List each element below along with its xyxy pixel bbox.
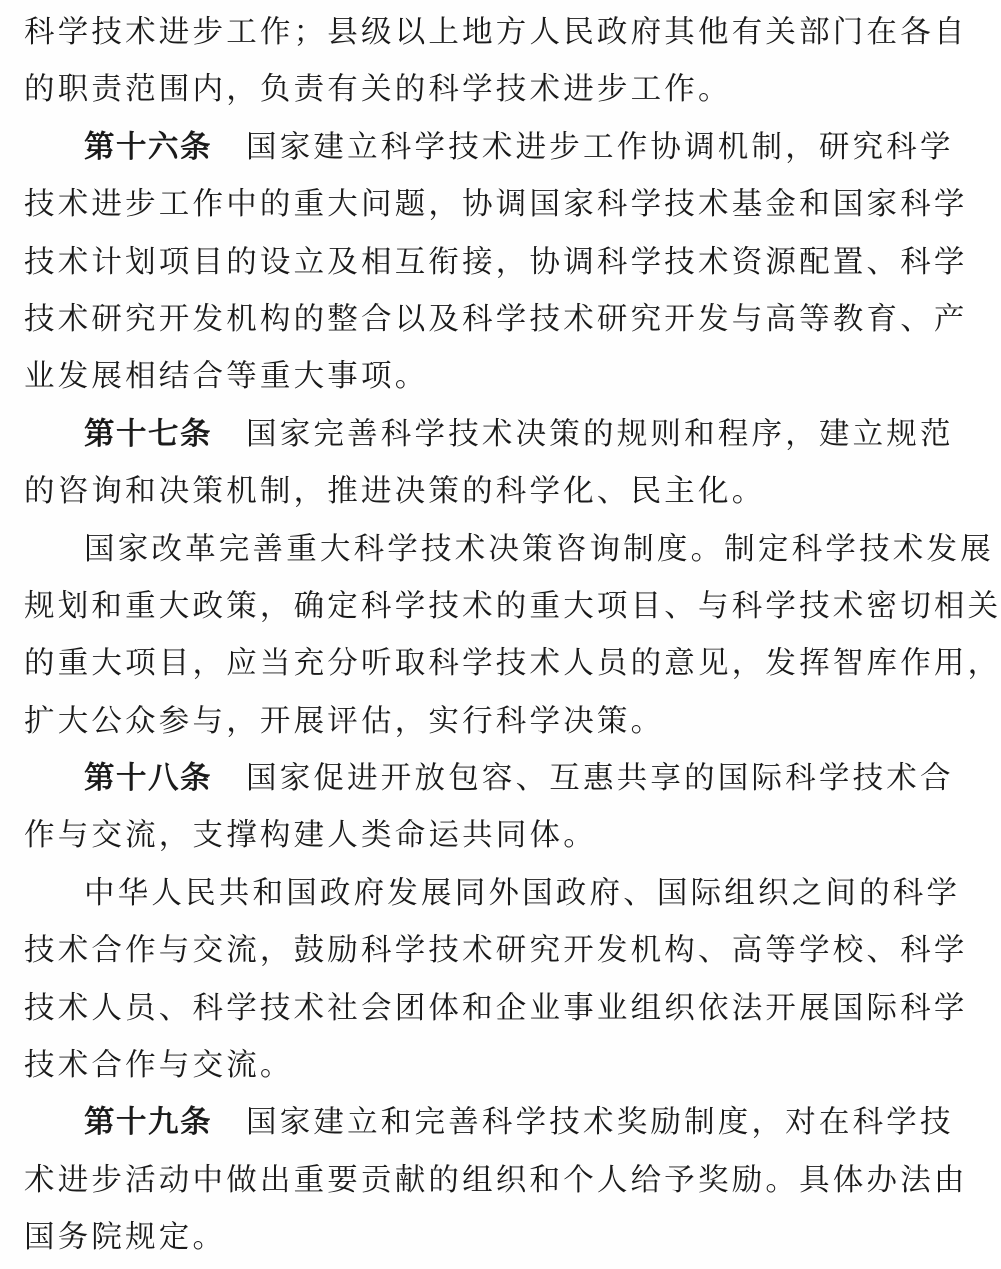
text-line bbox=[24, 922, 968, 979]
line-text: 技术进步工作中的重大问题，协调国家科学技术基金和国家科学 bbox=[24, 187, 968, 223]
line-text: 国务院规定。 bbox=[24, 1220, 227, 1256]
article-heading: 第十八条 bbox=[84, 761, 212, 797]
line-text: 国家建立和完善科学技术奖励制度，对在科学技 bbox=[246, 1105, 954, 1141]
line-text: 技术研究开发机构的整合以及科学技术研究开发与高等教育、产 bbox=[24, 301, 968, 337]
line-text: 中华人民共和国政府发展同外国政府、国际组织之间的科学 bbox=[84, 875, 961, 911]
paragraph-first-line bbox=[24, 521, 994, 578]
line-text: 技术合作与交流。 bbox=[24, 1048, 294, 1084]
text-line bbox=[24, 4, 968, 61]
article-16-first-line bbox=[24, 119, 954, 176]
line-text: 国家改革完善重大科学技术决策咨询制度。制定科学技术发展 bbox=[84, 531, 994, 567]
article-heading: 第十九条 bbox=[84, 1105, 212, 1141]
text-line bbox=[24, 807, 880, 864]
line-text: 技术合作与交流，鼓励科学技术研究开发机构、高等学校、科学 bbox=[24, 933, 968, 969]
text-line bbox=[24, 693, 880, 750]
article-heading: 第十六条 bbox=[84, 129, 212, 165]
law-text-body bbox=[24, 4, 1001, 1267]
text-line bbox=[24, 635, 1001, 692]
text-line bbox=[24, 463, 880, 520]
text-line bbox=[24, 291, 968, 348]
line-text: 国家促进开放包容、互惠共享的国际科学技术合 bbox=[246, 761, 954, 797]
line-text: 科学技术进步工作；县级以上地方人民政府其他有关部门在各自 bbox=[24, 15, 968, 50]
line-text: 技术人员、科学技术社会团体和企业事业组织依法开展国际科学 bbox=[24, 990, 968, 1026]
line-text: 国家完善科学技术决策的规则和程序，建立规范 bbox=[246, 416, 954, 452]
text-line bbox=[24, 348, 880, 405]
line-text: 的职责范围内，负责有关的科学技术进步工作。 bbox=[24, 72, 732, 108]
text-line bbox=[24, 1209, 880, 1266]
text-line bbox=[24, 578, 1001, 635]
line-text: 国家建立科学技术进步工作协调机制，研究科学 bbox=[246, 129, 954, 165]
article-heading: 第十七条 bbox=[84, 416, 212, 452]
text-line bbox=[24, 980, 968, 1037]
line-text: 术进步活动中做出重要贡献的组织和个人给予奖励。具体办法由 bbox=[24, 1162, 968, 1198]
line-text: 的咨询和决策机制，推进决策的科学化、民主化。 bbox=[24, 474, 766, 510]
line-text: 规划和重大政策，确定科学技术的重大项目、与科学技术密切相关 bbox=[24, 588, 1001, 624]
line-text: 技术计划项目的设立及相互衔接，协调科学技术资源配置、科学 bbox=[24, 244, 968, 280]
line-text: 的重大项目，应当充分听取科学技术人员的意见，发挥智库作用， bbox=[24, 646, 1001, 682]
text-line bbox=[24, 1152, 968, 1209]
line-text: 业发展相结合等重大事项。 bbox=[24, 359, 429, 395]
line-text: 作与交流，支撑构建人类命运共同体。 bbox=[24, 818, 597, 854]
text-line bbox=[24, 176, 968, 233]
article-19-first-line bbox=[24, 1094, 954, 1151]
text-line bbox=[24, 234, 968, 291]
line-text: 扩大公众参与，开展评估，实行科学决策。 bbox=[24, 703, 665, 739]
article-17-first-line bbox=[24, 406, 954, 463]
article-18-first-line bbox=[24, 750, 954, 807]
paragraph-first-line bbox=[24, 865, 961, 922]
text-line bbox=[24, 1037, 880, 1094]
text-line bbox=[24, 61, 880, 118]
